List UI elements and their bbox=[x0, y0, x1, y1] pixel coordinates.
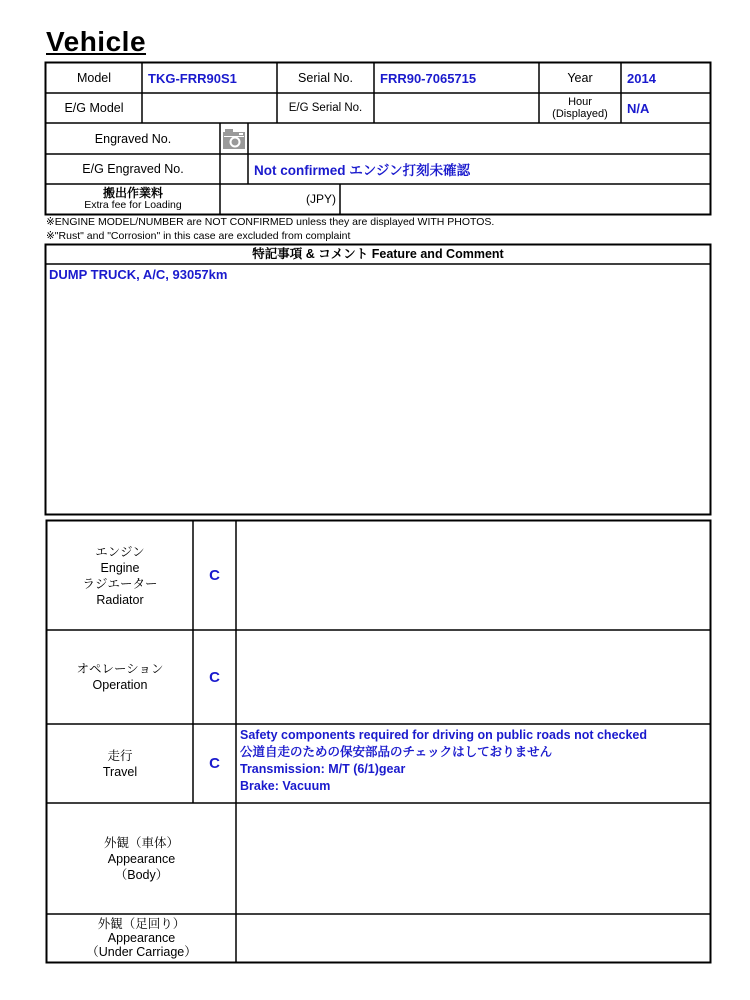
engine-label-en: Engine bbox=[100, 560, 140, 575]
eg-model-label: E/G Model bbox=[64, 101, 124, 115]
under-carriage-label-jp: 外観（足回り） bbox=[97, 917, 186, 931]
currency-label: (JPY) bbox=[306, 192, 336, 206]
year-label: Year bbox=[567, 71, 593, 85]
body-appearance-label-jp: 外観（車体） bbox=[103, 835, 179, 850]
camera-icon bbox=[220, 124, 248, 154]
note-rust: ※"Rust" and "Corrosion" in this case are excluded from complaint bbox=[46, 230, 351, 242]
travel-grade: C bbox=[209, 755, 220, 772]
operation-grade: C bbox=[209, 668, 220, 686]
body-appearance-label bbox=[47, 803, 236, 914]
operation-label bbox=[47, 630, 193, 724]
travel-detail-brake: Brake: Vacuum bbox=[240, 779, 331, 793]
feature-comment: DUMP TRUCK, A/C, 93057km bbox=[49, 267, 228, 282]
operation-label-en: Operation bbox=[92, 678, 148, 692]
engine-label bbox=[47, 521, 193, 630]
engine-grade: C bbox=[209, 567, 220, 584]
model-label: Model bbox=[76, 71, 112, 85]
hour-label-line2: (Displayed) bbox=[552, 108, 608, 120]
travel-details bbox=[240, 727, 647, 795]
year-value: 2014 bbox=[627, 70, 656, 86]
travel-detail-safety-en: Safety components required for driving on public roads not checked bbox=[240, 728, 648, 742]
under-carriage-label-sub: （Under Carriage） bbox=[86, 945, 197, 959]
loading-fee-value bbox=[340, 184, 710, 214]
eg-serial-value bbox=[374, 93, 539, 123]
under-carriage-label-en: Appearance bbox=[107, 931, 176, 945]
travel-detail-safety-jp: 公道自走のための保安部品のチェックはしておりません bbox=[240, 745, 553, 759]
engraved-label: Engraved No. bbox=[94, 132, 172, 146]
eg-serial-label: E/G Serial No. bbox=[288, 102, 363, 114]
travel-detail-transmission: Transmission: M/T (6/1)gear bbox=[240, 762, 406, 776]
serial-value: FRR90-7065715 bbox=[380, 70, 477, 86]
body-appearance-label-sub: （Body） bbox=[114, 867, 169, 882]
body-appearance-label-en: Appearance bbox=[107, 851, 176, 866]
travel-label-jp: 走行 bbox=[107, 748, 133, 763]
eg-engraved-label: E/G Engraved No. bbox=[82, 162, 184, 176]
loading-fee-label-en: Extra fee for Loading bbox=[84, 199, 182, 211]
travel-label-en: Travel bbox=[102, 764, 138, 779]
eg-model-value bbox=[142, 93, 277, 123]
serial-label: Serial No. bbox=[298, 71, 353, 85]
eg-engraved-value: Not confirmed エンジン打刻未確認 bbox=[254, 163, 471, 178]
radiator-label-en: Radiator bbox=[96, 592, 144, 607]
note-engine: ※ENGINE MODEL/NUMBER are NOT CONFIRMED unless they are displayed WITH PHOTOS. bbox=[46, 216, 495, 228]
hour-label-line1: Hour bbox=[568, 96, 592, 108]
hour-value: N/A bbox=[627, 100, 650, 116]
model-value: TKG-FRR90S1 bbox=[148, 70, 237, 86]
feature-header: 特記事項 & コメント Feature and Comment bbox=[252, 247, 504, 261]
hour-label bbox=[539, 93, 621, 123]
operation-label-jp: オペレーション bbox=[76, 662, 164, 676]
loading-fee-label bbox=[46, 184, 220, 214]
page-title: Vehicle bbox=[46, 26, 147, 57]
under-carriage-label bbox=[47, 914, 236, 962]
travel-label bbox=[47, 724, 193, 803]
radiator-label-jp: ラジエーター bbox=[82, 576, 158, 591]
engine-label-jp: エンジン bbox=[95, 544, 145, 559]
loading-fee-label-jp: 搬出作業料 bbox=[102, 186, 163, 200]
